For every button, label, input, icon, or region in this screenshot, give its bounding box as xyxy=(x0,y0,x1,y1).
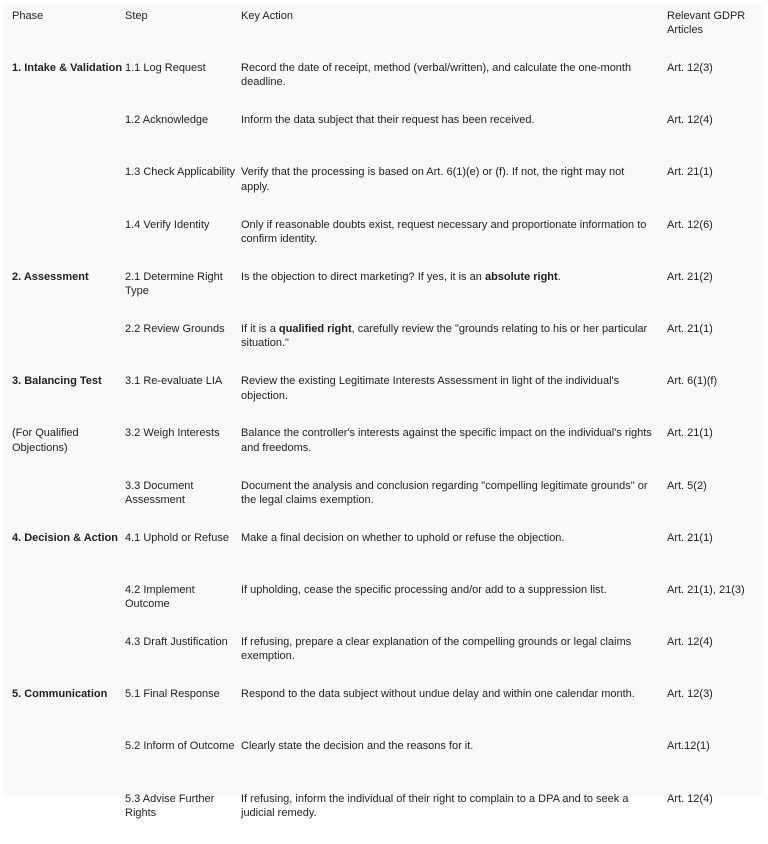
action-text: If refusing, inform the individual of their right to complain to a DPA and to seek a judicial remedy. xyxy=(241,792,629,820)
cell-key-action xyxy=(241,739,667,791)
cell-relevant-article: Art. 21(1) xyxy=(667,166,713,179)
cell-key-action xyxy=(241,61,667,113)
table-row xyxy=(12,113,760,165)
cell-relevant-article: Art. 21(2) xyxy=(667,270,713,283)
action-emphasis: absolute right xyxy=(484,270,558,283)
cell-relevant-article: Art. 12(4) xyxy=(667,792,713,805)
header-step: Step xyxy=(125,10,148,22)
table-row xyxy=(12,61,760,113)
cell-relevant-article: Art. 21(1) xyxy=(667,322,713,335)
gdpr-objection-table-card xyxy=(3,3,763,820)
table-row xyxy=(12,218,760,270)
cell-relevant-article: Art. 5(2) xyxy=(667,479,707,492)
cell-key-action xyxy=(241,322,667,374)
action-text: If it is a xyxy=(241,322,279,335)
cell-key-action xyxy=(241,792,667,844)
cell-relevant-article: Art. 6(1)(f) xyxy=(667,375,718,388)
cell-step: 4.1 Uphold or Refuse xyxy=(125,531,229,544)
table-row xyxy=(12,739,760,791)
action-text: Respond to the data subject without undue delay and within one calendar month. xyxy=(241,688,635,701)
cell-key-action xyxy=(241,531,667,583)
gdpr-objection-process-table xyxy=(12,9,760,844)
action-text: . xyxy=(557,270,561,283)
cell-step: 3.1 Re-evaluate LIA xyxy=(125,375,223,388)
header-relevant-articles: Relevant GDPR Articles xyxy=(667,10,746,37)
cell-key-action xyxy=(241,583,667,635)
cell-phase xyxy=(12,165,125,217)
cell-key-action xyxy=(241,165,667,217)
cell-phase: (For Qualified Objections) xyxy=(12,427,79,454)
cell-phase xyxy=(12,218,125,270)
cell-relevant-article: Art. 21(1) xyxy=(667,427,713,440)
cell-relevant-article: Art. 12(4) xyxy=(667,114,713,127)
cell-step: 1.1 Log Request xyxy=(125,62,206,74)
cell-step: 5.1 Final Response xyxy=(125,688,220,701)
cell-step: 5.2 Inform of Outcome xyxy=(125,740,235,753)
table-row xyxy=(12,322,760,374)
cell-relevant-article: Art. 12(3) xyxy=(667,62,713,74)
table-row xyxy=(12,687,760,739)
action-text: Is the objection to direct marketing? If yes, it is an xyxy=(241,270,485,283)
cell-step: 2.1 Determine Right Type xyxy=(125,270,223,298)
cell-relevant-article: Art. 12(6) xyxy=(667,218,713,231)
action-text: Inform the data subject that their request has been received. xyxy=(241,114,535,127)
cell-key-action xyxy=(241,218,667,270)
cell-phase: 3. Balancing Test xyxy=(12,375,102,388)
cell-step: 4.3 Draft Justification xyxy=(125,636,228,649)
cell-relevant-article: Art.12(1) xyxy=(667,740,710,753)
cell-key-action xyxy=(241,687,667,739)
table-row xyxy=(12,792,760,844)
cell-step: 2.2 Review Grounds xyxy=(125,322,225,335)
action-text: Document the analysis and conclusion regarding "compelling legitimate grounds" or the legal claims exemption. xyxy=(241,479,648,506)
cell-phase xyxy=(12,792,125,844)
action-text: If upholding, cease the specific processing and/or add to a suppression list. xyxy=(241,583,607,596)
cell-key-action xyxy=(241,479,667,531)
cell-phase xyxy=(12,635,125,687)
action-text: , carefully review the "grounds relating to his or her particular situation." xyxy=(241,322,648,350)
cell-phase xyxy=(12,113,125,165)
cell-step: 1.2 Acknowledge xyxy=(125,114,209,127)
cell-relevant-article: Art. 21(1) xyxy=(667,531,713,544)
cell-phase: 5. Communication xyxy=(12,688,108,701)
action-emphasis: qualified right xyxy=(278,322,352,335)
table-row xyxy=(12,583,760,635)
action-text: If refusing, prepare a clear explanation of the compelling grounds or legal claims exemption. xyxy=(241,636,632,663)
header-phase: Phase xyxy=(12,10,44,22)
cell-relevant-article: Art. 12(3) xyxy=(667,688,713,701)
cell-phase: 2. Assessment xyxy=(12,270,89,283)
action-text: Make a final decision on whether to uphold or refuse the objection. xyxy=(241,531,565,544)
cell-key-action xyxy=(241,426,667,478)
action-text: Verify that the processing is based on Art. 6(1)(e) or (f). If not, the right may not apply. xyxy=(241,166,625,193)
action-text: Clearly state the decision and the reasons for it. xyxy=(241,740,474,753)
cell-phase xyxy=(12,322,125,374)
cell-key-action xyxy=(241,635,667,687)
table-row xyxy=(12,479,760,531)
table-row xyxy=(12,531,760,583)
action-text: Only if reasonable doubts exist, request necessary and proportionate information to confirm identity. xyxy=(241,218,647,245)
cell-key-action xyxy=(241,374,667,426)
header-key-action: Key Action xyxy=(241,10,293,22)
cell-relevant-article: Art. 21(1), 21(3) xyxy=(667,583,745,596)
cell-phase xyxy=(12,739,125,791)
action-text: Review the existing Legitimate Interests Assessment in light of the individual's objection. xyxy=(241,375,620,402)
table-header-row xyxy=(12,9,760,61)
cell-step: 3.2 Weigh Interests xyxy=(125,427,220,440)
table-row xyxy=(12,270,760,322)
cell-step: 5.3 Advise Further Rights xyxy=(125,792,215,820)
cell-key-action xyxy=(241,113,667,165)
cell-step: 1.4 Verify Identity xyxy=(125,218,210,231)
cell-step: 4.2 Implement Outcome xyxy=(125,583,195,611)
table-row xyxy=(12,635,760,687)
cell-phase xyxy=(12,583,125,635)
cell-phase: 1. Intake & Validation xyxy=(12,62,123,74)
action-text: Record the date of receipt, method (verbal/written), and calculate the one-month deadline. xyxy=(241,62,632,89)
cell-key-action xyxy=(241,270,667,322)
table-row xyxy=(12,426,760,478)
table-row xyxy=(12,165,760,217)
action-text: Balance the controller's interests against the specific impact on the individual's rights and freedoms. xyxy=(241,427,652,454)
cell-phase xyxy=(12,479,125,531)
cell-phase: 4. Decision & Action xyxy=(12,531,118,544)
table-row xyxy=(12,374,760,426)
table-body xyxy=(12,61,760,844)
cell-step: 3.3 Document Assessment xyxy=(125,479,194,506)
cell-step: 1.3 Check Applicability xyxy=(125,166,236,179)
cell-relevant-article: Art. 12(4) xyxy=(667,636,713,649)
